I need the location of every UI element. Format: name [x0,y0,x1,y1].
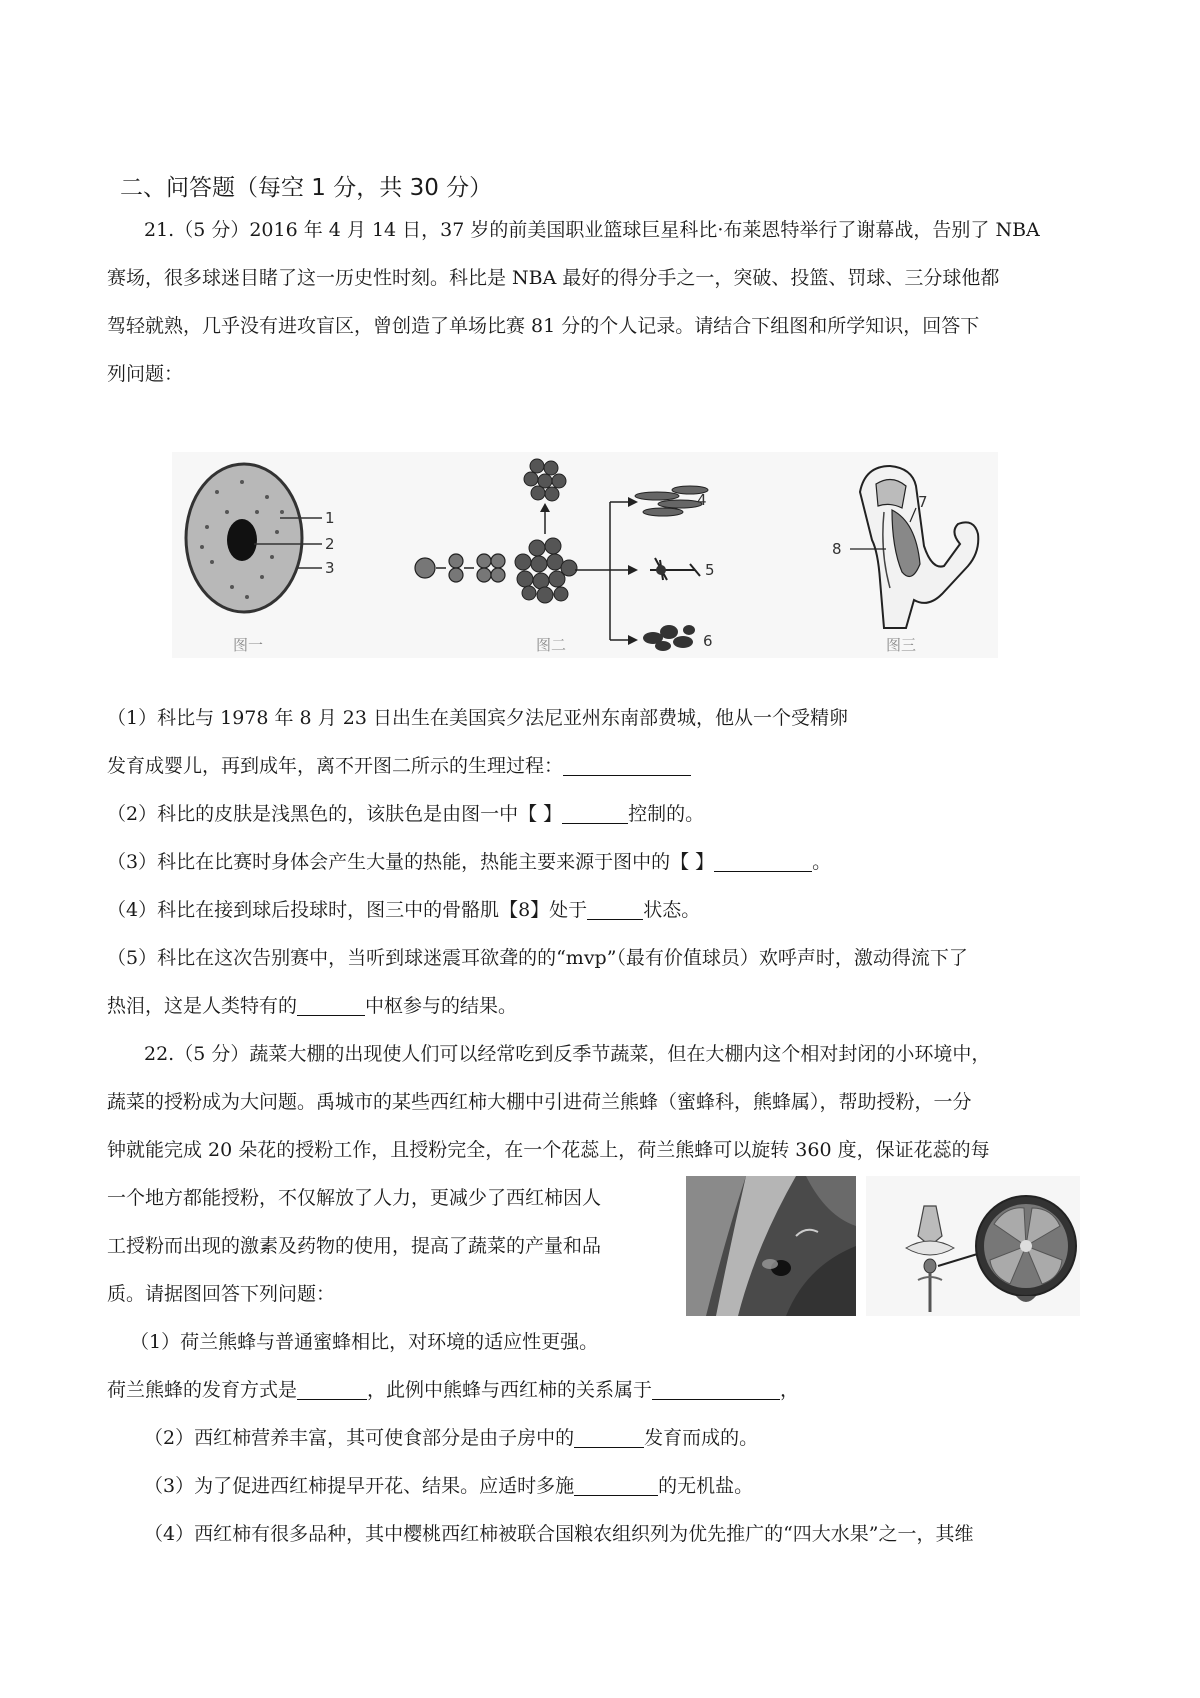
q21-part3-text-a: （3）科比在比赛时身体会产生大量的热能，热能主要来源于图中的【 】 [107,851,715,873]
q22-part1-answer-blank-2[interactable] [652,1379,780,1400]
q21-part1-text: 发育成婴儿，再到成年，离不开图二所示的生理过程： [107,755,564,777]
q22-part1-text-a: 荷兰熊蜂的发育方式是 [107,1379,298,1401]
q21-part1-line-2 [107,752,691,780]
q21-part4 [107,896,700,924]
q22-intro-line-1: 22.（5 分）蔬菜大棚的出现使人们可以经常吃到反季节蔬菜，但在大棚内这个相对封闭的小环境中， [144,1043,991,1065]
q22-intro-line-3: 钟就能完成 20 朵花的授粉工作，且授粉完全，在一个花蕊上，荷兰熊蜂可以旋转 360 度，保证花蕊的每 [107,1139,990,1161]
q22-part1-text-c: ， [780,1379,800,1401]
q21-intro-line-2: 赛场，很多球迷目睹了这一历史性时刻。科比是 NBA 最好的得分手之一，突破、投篮、罚球、三分球他都 [107,267,1000,289]
q22-intro-line-5: 工授粉而出现的激素及药物的使用，提高了蔬菜的产量和品 [107,1235,602,1257]
q21-part3 [107,848,831,876]
q21-intro-line-4: 列问题： [107,363,184,385]
fig1-label-1: 1 [325,509,335,527]
q22-part2-text-b: 发育而成的。 [644,1427,759,1449]
q21-part5-text-a: 热泪，这是人类特有的 [107,995,298,1017]
q22-part3 [144,1472,753,1500]
q22-part3-text-a: （3）为了促进西红柿提早开花、结果。应适时多施 [144,1475,575,1497]
figure-3-arm-muscle [820,452,1000,658]
figure-1-caption: 图一 [233,636,264,654]
q22-part2 [144,1424,758,1452]
tomato-flower-diagram [866,1176,1080,1316]
q21-part4-text-b: 状态。 [643,899,701,921]
fig3-label-8: 8 [832,540,842,558]
q21-part3-answer-blank[interactable] [714,851,812,872]
fig1-label-2: 2 [325,535,335,553]
q21-intro-line-1: 21.（5 分）2016 年 4 月 14 日，37 岁的前美国职业篮球巨星科比·布莱恩特举行了谢幕战，告别了 NBA [144,219,1040,241]
q21-part1-line-1: （1）科比与 1978 年 8 月 23 日出生在美国宾夕法尼亚州东南部费城，他从一个受精卵 [107,707,848,729]
q22-part1-line-2 [107,1376,799,1404]
q21-part5-line-2 [107,992,517,1020]
q21-part1-answer-blank[interactable] [563,755,691,776]
q21-part2-answer-blank[interactable] [562,803,628,824]
q22-part1-answer-blank-1[interactable] [297,1379,367,1400]
q21-part4-answer-blank[interactable] [587,899,643,920]
q22-intro-line-2: 蔬菜的授粉成为大问题。禹城市的某些西红柿大棚中引进荷兰熊蜂（蜜蜂科，熊蜂属），帮助授粉，一分 [107,1091,972,1113]
q21-part5-answer-blank[interactable] [297,995,365,1016]
figure-1-cell [172,452,432,658]
q21-part5-text-b: 中枢参与的结果。 [365,995,518,1017]
figure-2-caption: 图二 [536,636,567,654]
q21-intro-line-3: 驾轻就熟，几乎没有进攻盲区，曾创造了单场比赛 81 分的个人记录。请结合下组图和所学知识，回答下 [107,315,980,337]
q22-part1-text-b: ，此例中熊蜂与西红柿的关系属于 [367,1379,653,1401]
q22-part3-answer-blank[interactable] [574,1475,658,1496]
q21-part5-line-1: （5）科比在这次告别赛中，当听到球迷震耳欲聋的的“mvp”（最有价值球员）欢呼声时，激动得流下了 [107,947,968,969]
q21-part2 [107,800,704,828]
q21-part2-text-b: 控制的。 [628,803,705,825]
q22-part2-answer-blank[interactable] [574,1427,644,1448]
figure-3-caption: 图三 [886,636,917,654]
fig1-label-3: 3 [325,559,335,577]
q22-part3-text-b: 的无机盐。 [658,1475,754,1497]
fig2-label-6: 6 [703,632,713,650]
section-title: 二、问答题（每空 1 分，共 30 分） [120,175,493,201]
q21-part2-text-a: （2）科比的皮肤是浅黑色的，该肤色是由图一中【 】 [107,803,563,825]
fig2-label-4: 4 [697,491,707,509]
figure-2-cell-division [405,452,725,658]
q22-part4: （4）西红柿有很多品种，其中樱桃西红柿被联合国粮农组织列为优先推广的“四大水果”之一，其维 [144,1523,974,1545]
bumblebee-photo [686,1176,856,1316]
q22-intro-line-4: 一个地方都能授粉，不仅解放了人力，更减少了西红柿因人 [107,1187,602,1209]
q22-part2-text-a: （2）西红柿营养丰富，其可使食部分是由子房中的 [144,1427,575,1449]
fig3-label-7: 7 [918,493,928,511]
q21-part4-text-a: （4）科比在接到球后投球时，图三中的骨骼肌【8】处于 [107,899,588,921]
q22-intro-line-6: 质。请据图回答下列问题： [107,1283,336,1305]
q22-part1-line-1: （1）荷兰熊蜂与普通蜜蜂相比，对环境的适应性更强。 [130,1331,599,1353]
fig2-label-5: 5 [705,561,715,579]
q21-part3-text-b: 。 [812,851,832,873]
